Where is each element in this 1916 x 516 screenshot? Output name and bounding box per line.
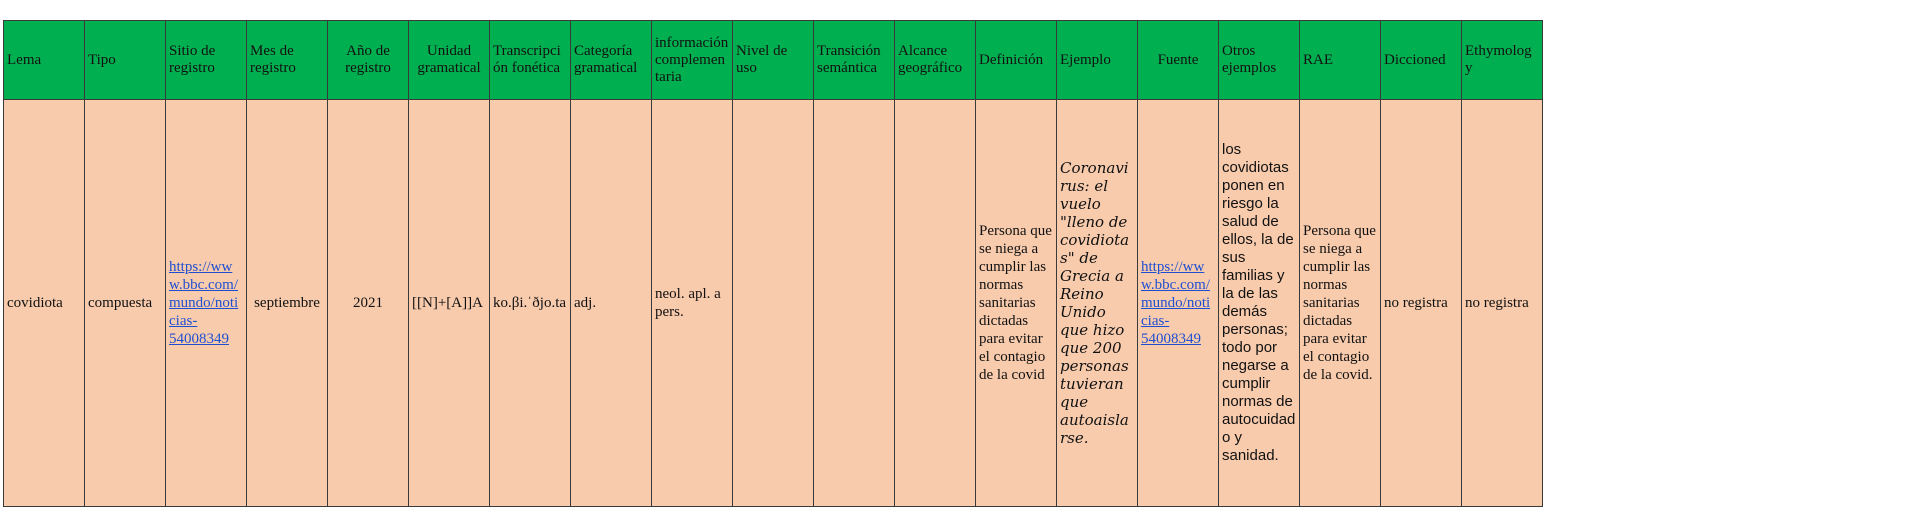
header-lema: Lema [4, 21, 85, 100]
cell-informacion-complementaria: neol. apl. a pers. [652, 100, 733, 507]
header-unidad-gramatical: Unidad gramatical [409, 21, 490, 100]
header-informacion-complementaria: información complementaria [652, 21, 733, 100]
header-categoria-gramatical: Categoría gramatical [571, 21, 652, 100]
header-otros-ejemplos: Otros ejemplos [1219, 21, 1300, 100]
cell-transicion-semantica [814, 100, 895, 507]
sitio-de-registro-link[interactable]: https://www.bbc.com/mundo/noticias-54008349 [169, 259, 239, 347]
header-fuente: Fuente [1138, 21, 1219, 100]
header-mes-de-registro: Mes de registro [247, 21, 328, 100]
cell-unidad-gramatical: [[N]+[A]]A [409, 100, 490, 507]
cell-ethymology: no registra [1462, 100, 1543, 507]
cell-nivel-de-uso [733, 100, 814, 507]
cell-definicion: Persona que se niega a cumplir las normas sanitarias dictadas para evitar el contagio de la covid [976, 100, 1057, 507]
header-transcripcion-fonetica: Transcripción fonética [490, 21, 571, 100]
cell-mes-de-registro: septiembre [247, 100, 328, 507]
cell-rae: Persona que se niega a cumplir las normas sanitarias dictadas para evitar el contagio de la covid. [1300, 100, 1381, 507]
header-transicion-semantica: Transición semántica [814, 21, 895, 100]
cell-anio-de-registro: 2021 [328, 100, 409, 507]
cell-tipo: compuesta [85, 100, 166, 507]
cell-fuente [1138, 100, 1219, 507]
header-alcance-geografico: Alcance geográfico [895, 21, 976, 100]
cell-transcripcion-fonetica: ko.βi.ˈðjo.ta [490, 100, 571, 507]
fuente-link[interactable]: https://www.bbc.com/mundo/noticias-54008349 [1141, 259, 1211, 347]
header-sitio-de-registro: Sitio de registro [166, 21, 247, 100]
lexicon-table [3, 20, 1543, 507]
header-ethymology: Ethymology [1462, 21, 1543, 100]
header-rae: RAE [1300, 21, 1381, 100]
cell-alcance-geografico [895, 100, 976, 507]
cell-diccioned: no registra [1381, 100, 1462, 507]
header-tipo: Tipo [85, 21, 166, 100]
cell-sitio-de-registro [166, 100, 247, 507]
cell-otros-ejemplos: los covidiotas ponen en riesgo la salud de ellos, la de sus familias y la de las demás personas; todo por negarse a cumplir normas de autocuidado y sanidad. [1219, 100, 1300, 507]
header-nivel-de-uso: Nivel de uso [733, 21, 814, 100]
header-row [4, 21, 1543, 100]
header-definicion: Definición [976, 21, 1057, 100]
cell-lema: covidiota [4, 100, 85, 507]
header-ejemplo: Ejemplo [1057, 21, 1138, 100]
table-row [4, 100, 1543, 507]
header-diccioned: Diccioned [1381, 21, 1462, 100]
cell-ejemplo: Coronavirus: el vuelo "lleno de covidiotas" de Grecia a Reino Unido que hizo que 200 personas tuvieran que autoaislarse. [1057, 100, 1138, 507]
header-anio-de-registro: Año de registro [328, 21, 409, 100]
cell-categoria-gramatical: adj. [571, 100, 652, 507]
